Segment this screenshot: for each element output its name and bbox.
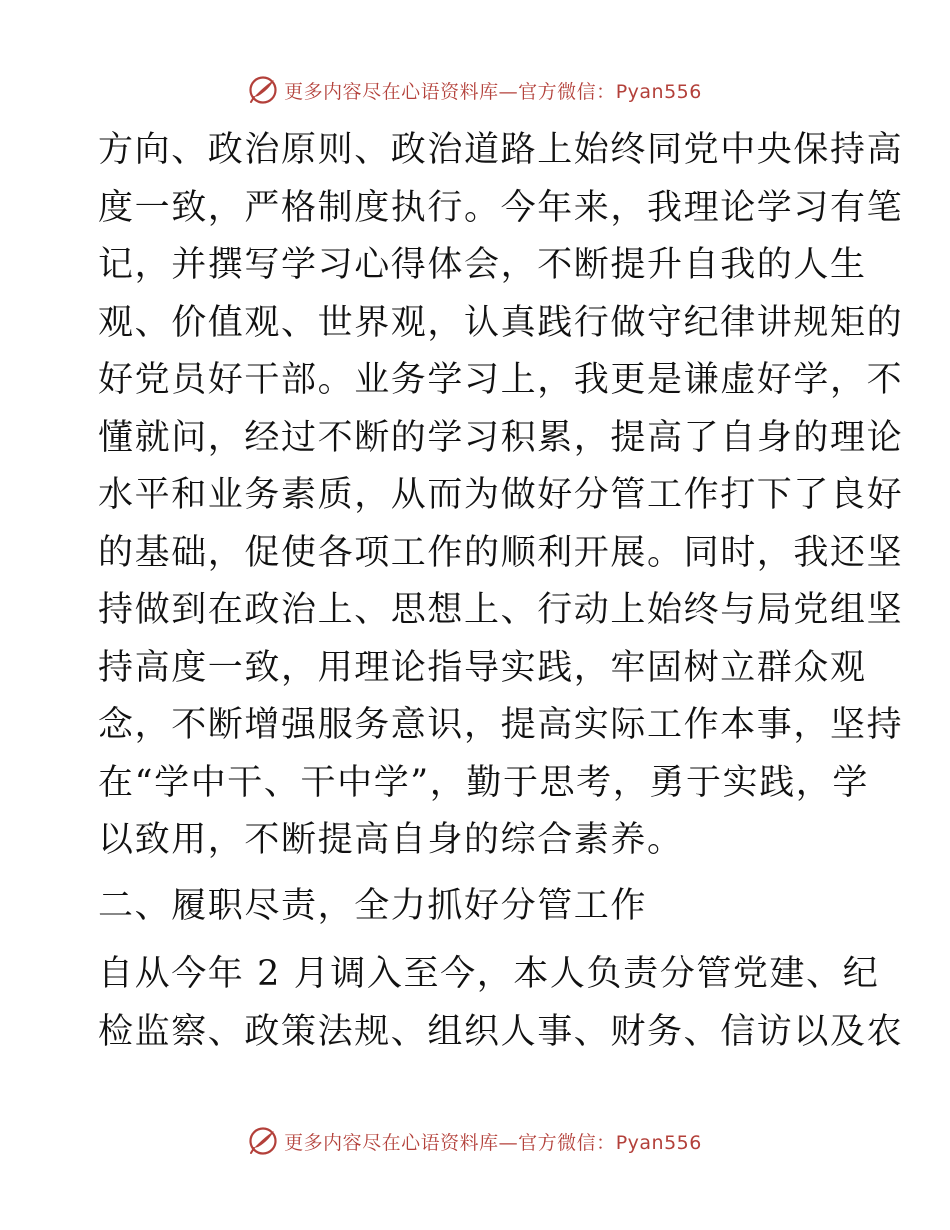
- footer-brand-text: 更多内容尽在心语资料库: [284, 1131, 499, 1154]
- body-line: 水平和业务素质，从而为做好分管工作打下了良好: [98, 475, 904, 515]
- header-separator: —: [498, 80, 519, 103]
- header-watermark: [0, 72, 950, 108]
- body-line: 检监察、政策法规、组织人事、财务、信访以及农: [98, 1011, 904, 1052]
- section-heading: 二、履职尽责，全力抓好分管工作: [98, 885, 648, 926]
- body-line: 度一致，严格制度执行。今年来，我理论学习有笔: [98, 187, 904, 228]
- body-line: 自从今年 2 月调入至今，本人负责分管党建、纪: [98, 954, 880, 994]
- quill-pen-logo-icon: [248, 1126, 278, 1156]
- footer-wechat-label: 官方微信：: [518, 1131, 616, 1154]
- body-line: 懂就问，经过不断的学习积累，提高了自身的理论: [98, 417, 904, 458]
- header-brand-text: 更多内容尽在心语资料库: [284, 80, 499, 103]
- body-line: 以致用，不断提高自身的综合素养。: [98, 820, 684, 860]
- body-line: 在“学中干、干中学”，勤于思考，勇于实践，学: [98, 762, 869, 803]
- body-line: 记，并撰写学习心得体会，不断提升自我的人生: [98, 245, 867, 285]
- header-wechat-label: 官方微信：: [518, 80, 616, 103]
- body-line: 方向、政治原则、政治道路上始终同党中央保持高: [98, 130, 904, 170]
- quill-pen-logo-icon: [248, 75, 278, 105]
- body-line: 念，不断增强服务意识，提高实际工作本事，坚持: [98, 705, 904, 745]
- header-watermark-text: [284, 77, 702, 104]
- body-line: 好党员好干部。业务学习上，我更是谦虚好学，不: [98, 360, 904, 400]
- header-wechat-id: Pyan556: [615, 80, 702, 103]
- footer-watermark: [0, 1123, 950, 1159]
- body-line: 持做到在政治上、思想上、行动上始终与局党组坚: [98, 590, 904, 630]
- footer-watermark-text: [284, 1128, 702, 1155]
- footer-separator: —: [498, 1131, 519, 1154]
- body-line: 持高度一致，用理论指导实践，牢固树立群众观: [98, 647, 867, 688]
- body-line: 观、价值观、世界观，认真践行做守纪律讲规矩的: [98, 302, 904, 343]
- footer-wechat-id: Pyan556: [615, 1131, 702, 1154]
- document-body: [98, 122, 904, 1061]
- body-line: 的基础，促使各项工作的顺利开展。同时，我还坚: [98, 532, 904, 573]
